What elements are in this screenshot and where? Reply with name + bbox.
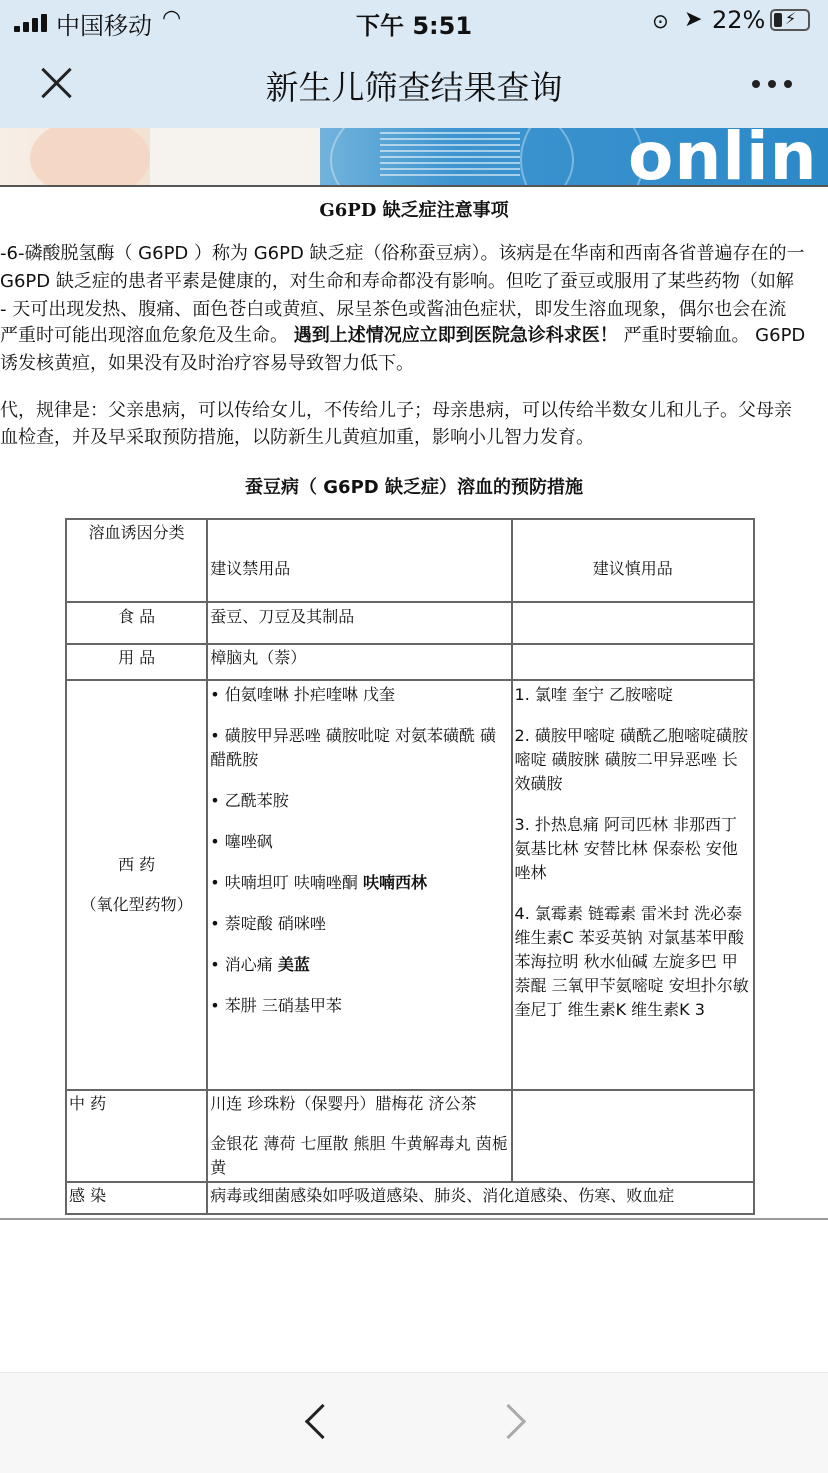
paragraph-line: G6PD 缺乏症的患者平素是健康的，对生命和寿命都没有影响。但吃了蚕豆或服用了某些药物（如解	[0, 271, 794, 292]
list-item: • 苯肼 三硝基甲苯	[210, 994, 508, 1018]
table-row	[66, 644, 754, 680]
list-item: 川连 珍珠粉（保婴丹）腊梅花 济公茶	[210, 1094, 477, 1113]
row-label: 感 染	[66, 1182, 207, 1214]
paragraph-line: -6-磷酸脱氢酶（ G6PD ）称为 G6PD 缺乏症（俗称蚕豆病）。该病是在华南和西南各省普遍存在的一	[0, 243, 805, 264]
list-item: • 萘啶酸 硝咪唑	[210, 912, 508, 936]
table-row	[66, 602, 754, 644]
caution-cell	[512, 602, 754, 644]
row-sublabel: （氧化型药物）	[80, 895, 193, 914]
row-label: 食 品	[66, 602, 207, 644]
paragraph-line: 诱发核黄疸，如果没有及时治疗容易导致智力低下。	[0, 353, 414, 374]
table-row	[66, 1182, 754, 1214]
doc-title: G6PD 缺乏症注意事项	[319, 200, 509, 221]
status-time: 下午 5:51	[355, 12, 473, 40]
header-cell: 建议慎用品	[512, 519, 754, 602]
list-item: 金银花 薄荷 七厘散 熊胆 牛黄解毒丸 茵栀黄	[210, 1134, 508, 1177]
list-item: • 伯氨喹啉 扑疟喹啉 戊奎	[210, 683, 508, 707]
ring-decoration	[520, 128, 644, 185]
header-cell: 建议禁用品	[207, 519, 511, 602]
paragraph-line: 代，规律是：父亲患病，可以传给女儿，不传给儿子；母亲患病，可以传给半数女儿和儿子。父母亲	[0, 400, 792, 421]
banned-cell: 蚕豆、刀豆及其制品	[207, 602, 511, 644]
list-item: 3. 扑热息痛 阿司匹林 非那西丁 氨基比林 安替比林 保泰松 安他唑林	[514, 815, 738, 882]
list-item: 2. 磺胺甲嘧啶 磺酰乙胞嘧啶磺胺嘧啶 磺胺脒 磺胺二甲异恶唑 长效磺胺	[514, 726, 748, 793]
more-icon[interactable]	[752, 80, 792, 90]
battery-icon: ⚡	[770, 9, 810, 31]
warning-text: 遇到上述情况应立即到医院急诊科求医！	[293, 325, 618, 346]
page-title: 新生儿筛查结果查询	[265, 68, 563, 107]
table-row	[66, 680, 754, 1090]
status-bar	[0, 0, 828, 46]
row-label: 用 品	[66, 644, 207, 680]
location-icon: ➤	[684, 7, 703, 32]
paragraph-line: 血检查，并及早采取预防措施，以防新生儿黄疸加重，影响小儿智力发育。	[0, 427, 594, 448]
shirt-illustration	[150, 128, 320, 185]
list-item: • 消心痛 美蓝	[210, 953, 508, 977]
banned-cell: 病毒或细菌感染如呼吸道感染、肺炎、消化道感染、伤寒、败血症	[207, 1182, 754, 1214]
table-row	[66, 519, 754, 602]
forward-icon[interactable]	[496, 1403, 526, 1443]
banner-fine-print	[380, 132, 520, 180]
list-item: 1. 氯喹 奎宁 乙胺嘧啶	[514, 685, 674, 704]
carrier-label: 中国移动	[56, 12, 152, 40]
list-item: • 呋喃坦叮 呋喃唑酮 呋喃西林	[210, 871, 508, 895]
row-label: 中 药	[66, 1090, 207, 1182]
banned-cell: 樟脑丸（萘）	[207, 644, 511, 680]
wifi-icon: ◠	[162, 6, 182, 31]
content-divider	[0, 1218, 828, 1220]
table-title: 蚕豆病（ G6PD 缺乏症）溶血的预防措施	[245, 477, 583, 498]
paragraph-line: 严重时可能出现溶血危象危及生命。 遇到上述情况应立即到医院急诊科求医！ 严重时要输血。 G6PD	[0, 325, 806, 346]
caution-cell	[512, 680, 754, 1090]
battery-percent: 22%	[712, 6, 766, 34]
banner-image	[0, 128, 828, 185]
list-item: • 乙酰苯胺	[210, 789, 508, 813]
list-item: 4. 氯霉素 链霉素 雷米封 洗必泰 维生素C 苯妥英钠 对氯基苯甲酸 苯海拉明 秋水仙碱 左旋多巴 甲萘醌 三氧甲苄氨嘧啶 安坦扑尔敏 奎尼丁 维生素K 维生素K 3	[514, 904, 749, 1019]
prevention-table	[65, 518, 755, 1215]
caution-cell	[512, 1090, 754, 1182]
list-item: • 噻唑砜	[210, 830, 508, 854]
banned-cell	[207, 680, 511, 1090]
banned-cell	[207, 1090, 511, 1182]
nav-bar	[0, 46, 828, 128]
rotation-lock-icon: ⊙	[652, 9, 669, 33]
row-label: 西 药 （氧化型药物）	[66, 680, 207, 1090]
header-cell: 溶血诱因分类	[66, 519, 207, 602]
banner-word: onlin	[628, 128, 818, 185]
baby-illustration	[30, 128, 150, 185]
table-row	[66, 1090, 754, 1182]
bottom-toolbar	[0, 1372, 828, 1473]
back-icon[interactable]	[300, 1403, 330, 1443]
caution-cell	[512, 644, 754, 680]
paragraph-line: - 天可出现发热、腹痛、面色苍白或黄疸、尿呈茶色或酱油色症状，即发生溶血现象，偶尔也会在流	[0, 299, 787, 320]
list-item: • 磺胺甲异恶唑 磺胺吡啶 对氨苯磺酰 磺醋酰胺	[210, 724, 508, 772]
banner-divider	[0, 185, 828, 187]
